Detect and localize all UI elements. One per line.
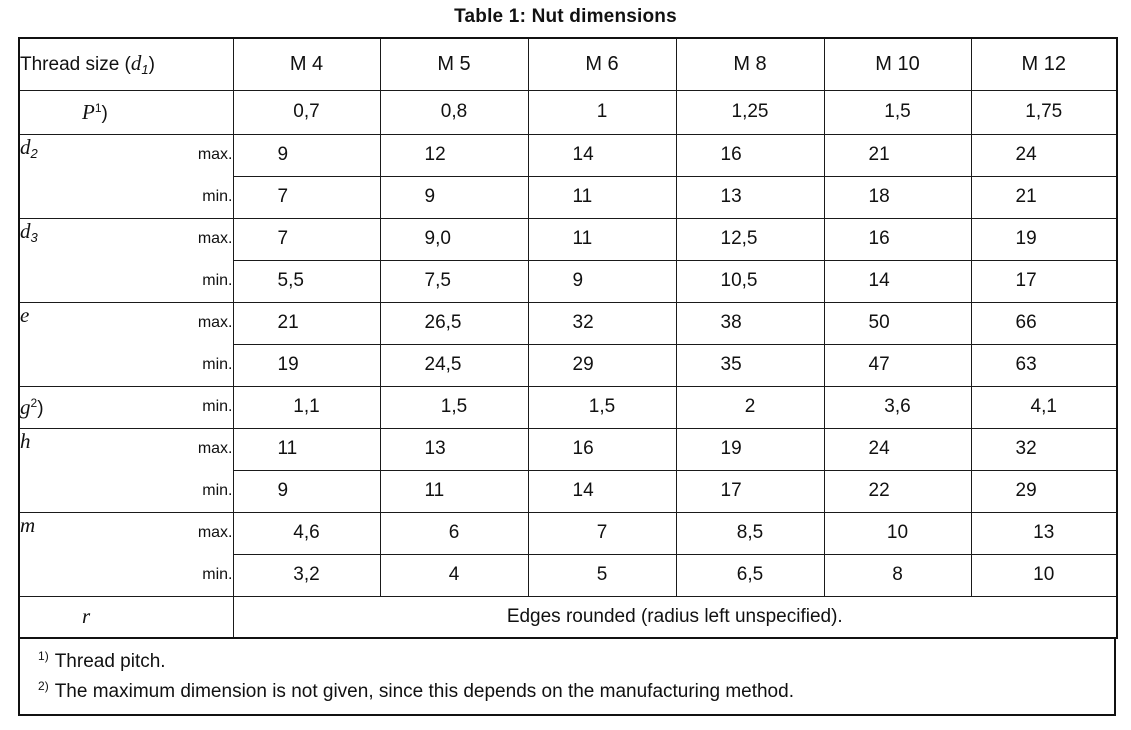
d2-max-m6: 14 bbox=[528, 134, 676, 176]
row-e-min bbox=[19, 344, 1117, 386]
m-max-m10: 10 bbox=[824, 512, 971, 554]
h-min-m12: 29 bbox=[971, 470, 1117, 512]
m-min-m4: 3,2 bbox=[233, 554, 380, 596]
g-m5: 1,5 bbox=[380, 386, 528, 428]
d2-max-m8: 16 bbox=[676, 134, 824, 176]
d2-max-m4: 9 bbox=[233, 134, 380, 176]
d3-min-m4: 5,5 bbox=[233, 260, 380, 302]
g-m6: 1,5 bbox=[528, 386, 676, 428]
symbol-m: m bbox=[19, 512, 159, 596]
d2-max-m5: 12 bbox=[380, 134, 528, 176]
h-min-m8: 17 bbox=[676, 470, 824, 512]
header-row bbox=[19, 38, 1117, 90]
table-caption: Table 1: Nut dimensions bbox=[454, 6, 677, 27]
footnote-2: $^{2)}$ The maximum dimension is not given, since this depends on the manufacturing method. bbox=[38, 679, 794, 702]
row-d2-min bbox=[19, 176, 1117, 218]
footnote-1: $^{1)}$ Thread pitch. bbox=[38, 649, 166, 672]
h-min-label: min. bbox=[159, 470, 233, 512]
row-r bbox=[19, 596, 1117, 638]
p-m10: 1,5 bbox=[824, 90, 971, 134]
e-max-label: max. bbox=[159, 302, 233, 344]
thread-size-subscript: 1 bbox=[141, 62, 149, 78]
symbol-p: $P^1$) bbox=[19, 90, 233, 134]
d2-min-m5: 9 bbox=[380, 176, 528, 218]
d2-min-m8: 13 bbox=[676, 176, 824, 218]
e-max-m4: 21 bbox=[233, 302, 380, 344]
symbol-h: h bbox=[19, 428, 159, 512]
row-d3-max bbox=[19, 218, 1117, 260]
g-min-label: min. bbox=[159, 386, 233, 428]
d2-min-m4: 7 bbox=[233, 176, 380, 218]
row-d3-min bbox=[19, 260, 1117, 302]
d3-max-m4: 7 bbox=[233, 218, 380, 260]
h-max-label: max. bbox=[159, 428, 233, 470]
thread-size-label: Thread size ( bbox=[20, 54, 131, 76]
row-g bbox=[19, 386, 1117, 428]
h-max-m12: 32 bbox=[971, 428, 1117, 470]
d2-min-m6: 11 bbox=[528, 176, 676, 218]
e-min-m4: 19 bbox=[233, 344, 380, 386]
size-m5: M 5 bbox=[380, 38, 528, 90]
e-max-m6: 32 bbox=[528, 302, 676, 344]
row-m-min bbox=[19, 554, 1117, 596]
e-min-m8: 35 bbox=[676, 344, 824, 386]
d3-max-label: max. bbox=[159, 218, 233, 260]
row-m-max bbox=[19, 512, 1117, 554]
d2-max-m10: 21 bbox=[824, 134, 971, 176]
m-max-m4: 4,6 bbox=[233, 512, 380, 554]
e-min-m12: 63 bbox=[971, 344, 1117, 386]
d3-max-m12: 19 bbox=[971, 218, 1117, 260]
row-h-max bbox=[19, 428, 1117, 470]
d3-min-m10: 14 bbox=[824, 260, 971, 302]
d3-min-m6: 9 bbox=[528, 260, 676, 302]
e-max-m8: 38 bbox=[676, 302, 824, 344]
h-max-m5: 13 bbox=[380, 428, 528, 470]
h-min-m6: 14 bbox=[528, 470, 676, 512]
symbol-g: $g^2$) bbox=[19, 386, 159, 428]
size-m4: M 4 bbox=[233, 38, 380, 90]
h-max-m10: 24 bbox=[824, 428, 971, 470]
d2-max-m12: 24 bbox=[971, 134, 1117, 176]
symbol-d3: $d_3$ bbox=[19, 218, 159, 302]
d2-max-label: max. bbox=[159, 134, 233, 176]
g-m10: 3,6 bbox=[824, 386, 971, 428]
m-min-m6: 5 bbox=[528, 554, 676, 596]
p-m5: 0,8 bbox=[380, 90, 528, 134]
m-max-m12: 13 bbox=[971, 512, 1117, 554]
d3-max-m6: 11 bbox=[528, 218, 676, 260]
r-description: Edges rounded (radius left unspecified). bbox=[233, 596, 1117, 638]
row-p bbox=[19, 90, 1117, 134]
nut-dimensions-table bbox=[18, 37, 1118, 639]
h-min-m5: 11 bbox=[380, 470, 528, 512]
d3-min-m8: 10,5 bbox=[676, 260, 824, 302]
p-m12: 1,75 bbox=[971, 90, 1117, 134]
symbol-r: r bbox=[19, 596, 233, 638]
d3-max-m10: 16 bbox=[824, 218, 971, 260]
thread-size-close: ) bbox=[148, 54, 155, 76]
m-max-m8: 8,5 bbox=[676, 512, 824, 554]
e-min-m5: 24,5 bbox=[380, 344, 528, 386]
footnote-1-text: Thread pitch. bbox=[54, 651, 166, 672]
thread-size-symbol: d bbox=[130, 51, 142, 76]
h-max-m4: 11 bbox=[233, 428, 380, 470]
d2-min-label: min. bbox=[159, 176, 233, 218]
e-max-m10: 50 bbox=[824, 302, 971, 344]
e-max-m5: 26,5 bbox=[380, 302, 528, 344]
size-m12: M 12 bbox=[971, 38, 1117, 90]
p-m4: 0,7 bbox=[233, 90, 380, 134]
d2-min-m10: 18 bbox=[824, 176, 971, 218]
h-min-m10: 22 bbox=[824, 470, 971, 512]
symbol-e: e bbox=[19, 302, 159, 386]
m-max-m6: 7 bbox=[528, 512, 676, 554]
m-max-label: max. bbox=[159, 512, 233, 554]
d3-min-m12: 17 bbox=[971, 260, 1117, 302]
footnotes bbox=[18, 637, 1116, 716]
d3-min-m5: 7,5 bbox=[380, 260, 528, 302]
d3-max-m5: 9,0 bbox=[380, 218, 528, 260]
g-m4: 1,1 bbox=[233, 386, 380, 428]
h-max-m6: 16 bbox=[528, 428, 676, 470]
thread-size-header bbox=[19, 38, 233, 90]
e-min-label: min. bbox=[159, 344, 233, 386]
p-m6: 1 bbox=[528, 90, 676, 134]
h-max-m8: 19 bbox=[676, 428, 824, 470]
row-d2-max bbox=[19, 134, 1117, 176]
size-m6: M 6 bbox=[528, 38, 676, 90]
e-min-m6: 29 bbox=[528, 344, 676, 386]
e-min-m10: 47 bbox=[824, 344, 971, 386]
m-min-m12: 10 bbox=[971, 554, 1117, 596]
size-m8: M 8 bbox=[676, 38, 824, 90]
size-m10: M 10 bbox=[824, 38, 971, 90]
h-min-m4: 9 bbox=[233, 470, 380, 512]
row-e-max bbox=[19, 302, 1117, 344]
d2-min-m12: 21 bbox=[971, 176, 1117, 218]
d3-max-m8: 12,5 bbox=[676, 218, 824, 260]
g-m12: 4,1 bbox=[971, 386, 1117, 428]
m-min-m5: 4 bbox=[380, 554, 528, 596]
p-m8: 1,25 bbox=[676, 90, 824, 134]
row-h-min bbox=[19, 470, 1117, 512]
m-min-label: min. bbox=[159, 554, 233, 596]
e-max-m12: 66 bbox=[971, 302, 1117, 344]
d3-min-label: min. bbox=[159, 260, 233, 302]
m-max-m5: 6 bbox=[380, 512, 528, 554]
symbol-d2: $d_2$ bbox=[19, 134, 159, 218]
m-min-m10: 8 bbox=[824, 554, 971, 596]
footnote-2-text: The maximum dimension is not given, since this depends on the manufacturing method. bbox=[54, 681, 794, 702]
g-m8: 2 bbox=[676, 386, 824, 428]
m-min-m8: 6,5 bbox=[676, 554, 824, 596]
